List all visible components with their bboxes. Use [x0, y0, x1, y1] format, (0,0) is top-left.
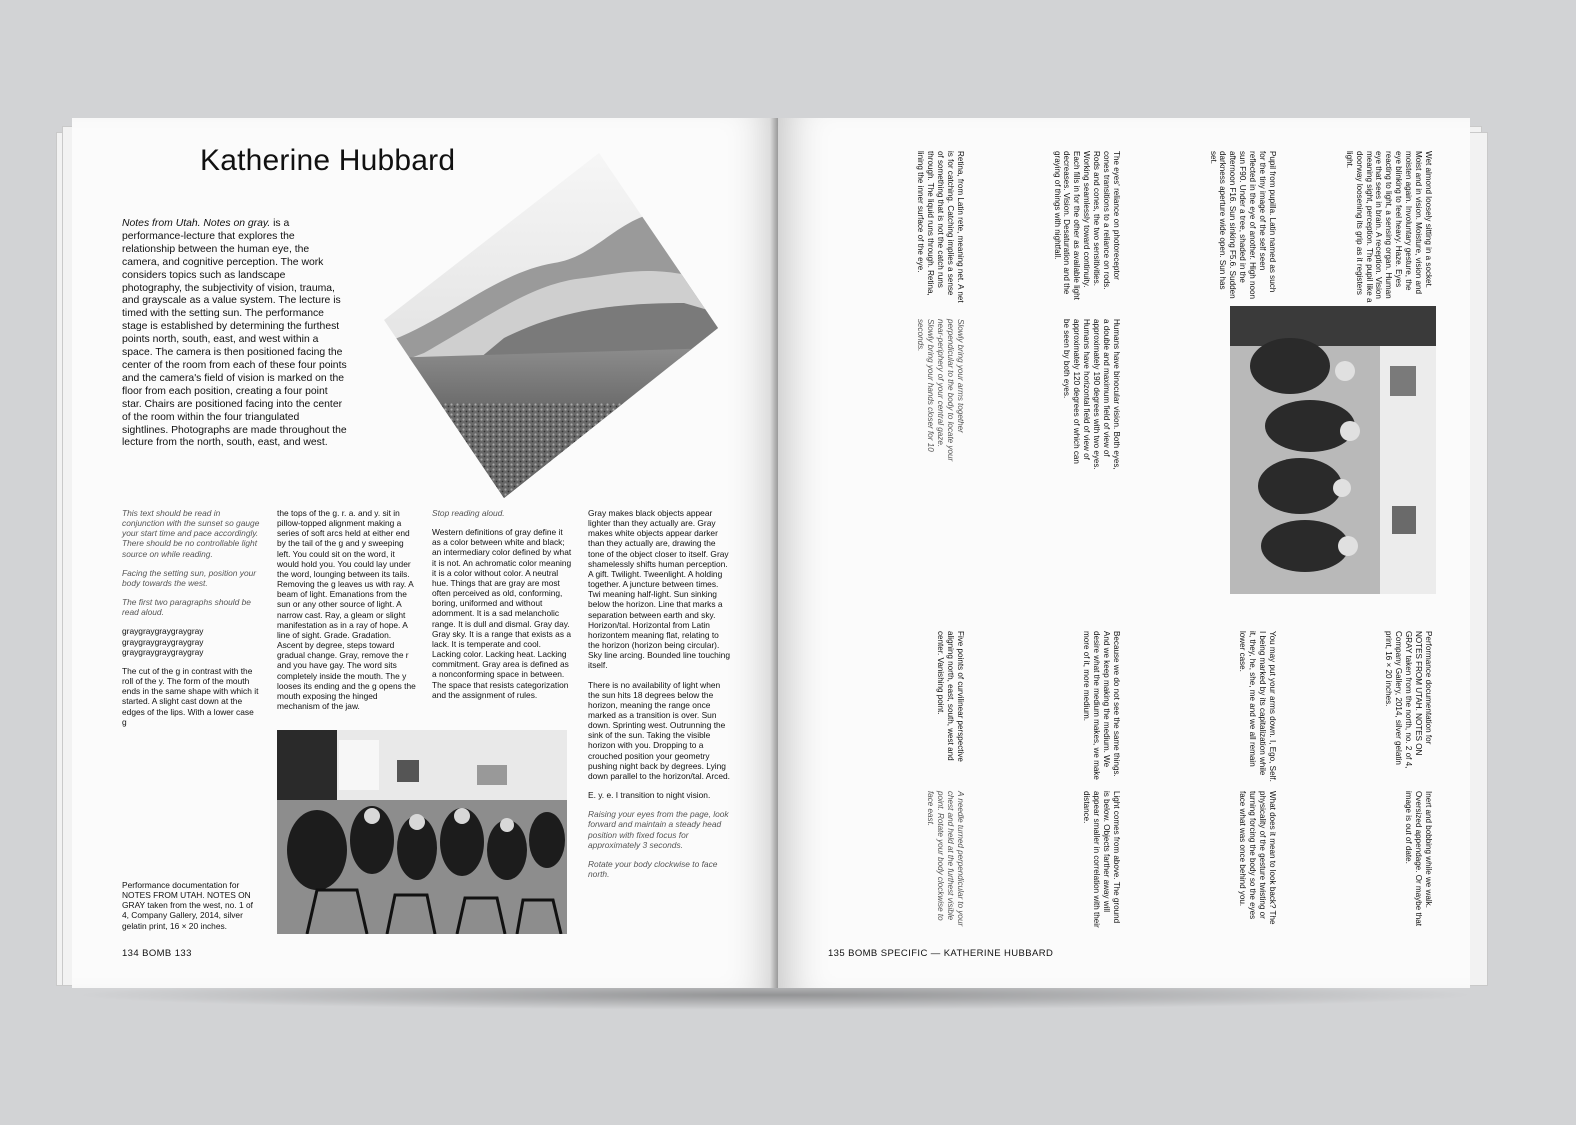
- text-paragraph: The first two paragraphs should be read aloud.: [122, 597, 251, 618]
- text-column: Because we do not see the same things. And we keep making the medium. We desire what the medium makes, we make more of it, more medium.: [1082, 631, 1121, 780]
- left-folio: 134 BOMB 133: [122, 948, 192, 959]
- text-paragraph: E. y. e. I transition to night vision.: [588, 790, 711, 801]
- right-page: [778, 118, 1470, 988]
- photo-caption-right: Performance documentation for NOTES FROM UTAH. NOTES ON GRAY taken from the north, no. 2 of 4, Company Gallery, 2014, silver gelatin print, 16 × 20 inches.: [1384, 631, 1433, 769]
- text-column-2: [277, 508, 417, 720]
- text-column-1: [122, 508, 260, 736]
- photo-caption: Performance documentation for NOTES FROM UTAH. NOTES ON GRAY taken from the west, no. 1 of 4, Company Gallery, 2014, silver gelatin print, 16 × 20 inches.: [122, 880, 253, 931]
- text-column: Slowly bring your arms together perpendicular to the body to locate your near-periphery of your central gaze. Slowly bring your hands closer for 10 seconds.: [916, 319, 965, 462]
- gallery-photo: [1230, 306, 1436, 594]
- text-column: Light comes from above. The ground is below. Objects farther away will appear smaller in correlation with their distance.: [1082, 791, 1121, 928]
- text-paragraph: Rotate your body clockwise to face north.: [588, 858, 718, 879]
- text-paragraph: Raising your eyes from the page, look forward and maintain a steady head position with fixed focus for approximately 3 seconds.: [588, 809, 729, 850]
- text-paragraph: The cut of the g in contrast with the roll of the y. The form of the mouth ends in the same shape with which it started. A slight cast down at the edges of the lips. With a lower case g: [122, 665, 259, 727]
- text-column: Retina, from Latin rete, meaning net. A net is for catching. Catching implies a sense of something that is not the catch runs through. The liquid runs through. Retina, lining the inner surface of the eye.: [916, 151, 965, 303]
- text-column: A needle turned perpendicular to your chest and held at the furthest visible point. Rotate your body clockwise to face east.: [926, 791, 965, 927]
- intro-paragraph: [122, 218, 347, 450]
- page-title: Katherine Hubbard: [200, 144, 456, 177]
- text-column-3: [432, 508, 572, 709]
- text-paragraph: This text should be read in conjunction with the sunset so gauge your start time and pace accordingly. There should be no controllable light source on while reading.: [122, 508, 260, 559]
- text-paragraph: Stop reading aloud.: [432, 508, 505, 518]
- audience-photo: [277, 730, 567, 934]
- text-column: Wet almond loosely sitting in a socket. Moist and in vision. Moisture, vision and moisten again. Involuntary gesture, the eye blinking to feel heavy. Haze. Eyes reacting to light, a sensing organ. Human eye that sees in brain. A reception. Vision meaning sight, perception. The pupil like a doorway loosening its grip as it registers light.: [1344, 151, 1433, 303]
- page-stack-right-2: [1468, 132, 1488, 986]
- text-column-4: [588, 508, 730, 888]
- text-paragraph: Western definitions of gray define it as a color between white and black; an intermediary color defined by what it is not. An achromatic color meaning it is a color without color. A neutral hue. Things that are gray are most often perceived as old, conforming, boring, uniformed and without adornment. It is a sad melancholic range. It is dull and dismal. Gray day. Gray sky. It is a range that exists as a lack. It is temperate and cool. Lacking color. Lacking heat. Lacking commitment. Gray area is defined as a nonconforming space in between. The space that resists categorization and the assignment of rules.: [432, 527, 572, 700]
- text-column: What does it mean to look back? The physicality of the gesture twisting or turning forcing the body so the eyes face what was once behind you.: [1238, 791, 1277, 925]
- text-paragraph: There is no availability of light when the sun hits 18 degrees below the horizon, meaning the range once marked as a transition is over. Sun down. Sprinting west. Outrunning the sink of the sun. Taking the visible horizon with you. Dropping to a crouched position your geometry pushing night back by degrees. Lying down parallel to the horizon/tal. Arced.: [588, 679, 730, 781]
- text-column: The eyes' reliance on photoreceptor cones transitions to a reliance on rods. Rods and cones, the two sensitivities. Working seamlessly toward continuity. Each fills in for the other as available light decreases. Vision. Desaturation and the graying of things with nightfall.: [1052, 151, 1121, 300]
- text-paragraph: graygraygraygraygray graygraygraygraygray graygraygraygraygray: [122, 626, 204, 657]
- text-column: Pupil from pupilla. Latin named as such for the tiny image of the self seen reflected in the eye of another. High noon sun F90. Under a tree, shaded in the afternoon F16. Sun sinking F5.6. Sudden darkness aperture wide open. Sun has set.: [1208, 151, 1277, 300]
- text-paragraph: the tops of the g. r. a. and y. sit in pillow-topped alignment making a series of soft arcs held at either end by the tail of the g and y sweeping left. You could sit on the word, it would hold you. You could lay under the word, lounging between its tails. Removing the g leaves us with ray. A beam of light. Emanations from the sun or any other source of light. A narrow cast. Ray, a gleam or slight manifestation as in a ray of hope. A line of sight. Grade. Gradation. Ascent by degree, steps toward gradual change. Gray, remove the r and you have gay. The word sits completely inside the mouth. The y looses its ending and the g opens the mouth exposing the hinged mechanism of the jaw.: [277, 508, 416, 711]
- left-page: [72, 118, 778, 988]
- text-column: Inert and bobbing while we walk. Oversized appendage. Or maybe that image is out of date.: [1404, 791, 1433, 926]
- text-paragraph: Gray makes black objects appear lighter than they actually are. Gray makes white objects appear darker than they actually are, drawing the tone of the object closer to itself. Gray shamelessly shifts human perception. A gift. Twilight. Tweenlight. A holding together. A juncture between times. Twi meaning half-light. Sun sinking below the horizon. Line that marks a separation between earth and sky. Horizon/tal. Horizontal from Latin horizontem meaning flat, relating to the horizon (horizon being circular). Sky line arcing. Bounded line touching itself.: [588, 508, 731, 671]
- right-folio: 135 BOMB SPECIFIC — KATHERINE HUBBARD: [828, 948, 1054, 959]
- landscape-photo: [384, 153, 718, 498]
- text-paragraph: Facing the setting sun, position your body towards the west.: [122, 567, 257, 588]
- text-column: You may put your arms down. I, Ego, Self. I being marked by its capitalization while it, they, he, she, me and we all remain lower case.: [1238, 631, 1277, 782]
- intro-body: is a performance-lecture that explores the relationship between the human eye, the camera, and cognitive perception. The work considers topics such as landscape photography, the subjectivity of vision, trauma, and grayscale as a value system. The lecture is timed with the setting sun. The performance stage is established by determining the furthest points north, south, east, and west within a space. The camera is then positioned facing the center of the room from each of these four points and the camera's field of vision is marked on the floor from each position, creating a four point star. Chairs are positioned facing into the center of the room within the four triangulated sightlines. Photographs are made throughout the lecture from the north, south, east, and west.: [122, 218, 347, 449]
- text-column: Humans have binocular vision. Both eyes, a double and maximum field of view of approximately 190 degrees with two eyes. Humans have horizontal field of view of approximately 120 degrees of which can be seen by both eyes.: [1062, 319, 1121, 470]
- text-column: Five points of curvilinear perspective aligning north, east, south, west and center. Vanishing point.: [936, 631, 965, 762]
- intro-lead: Notes from Utah. Notes on gray.: [122, 218, 271, 229]
